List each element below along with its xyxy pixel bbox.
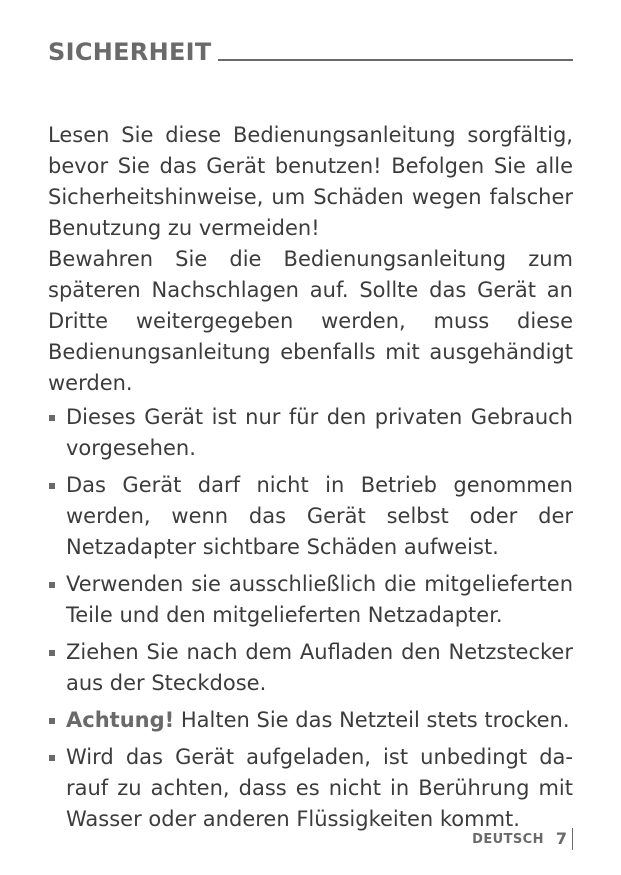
page-footer	[472, 828, 573, 850]
bullet-text: Dieses Gerät ist nur für den privaten Gebrauch vorgesehen.	[66, 405, 573, 460]
safety-text	[48, 120, 573, 835]
bullet-item	[48, 637, 573, 699]
bullet-text: Ziehen Sie nach dem Aufladen den Netzstecker aus der Steckdose.	[66, 640, 573, 695]
footer-language: DEUTSCH	[472, 831, 544, 847]
square-bullet-icon	[49, 718, 55, 724]
bullet-text: Das Gerät darf nicht in Betrieb genommen werden, wenn das Gerät selbst oder der Netzadapter sichtbare Schäden aufweist.	[66, 473, 573, 559]
page-number: 7	[556, 828, 573, 850]
intro-paragraph: Lesen Sie diese Bedienungsanleitung sorgfältig, bevor Sie das Gerät benutzen! Befolgen Sie alle Sicherheitshinweise, um Schäden wegen falscher Benutzung zu vermeiden!	[48, 123, 573, 240]
safety-bullet-list	[48, 402, 573, 835]
square-bullet-icon	[49, 755, 55, 761]
bullet-text: Verwenden sie ausschließlich die mitgelieferten Teile und den mitgelieferten Netzadapter.	[66, 572, 573, 627]
square-bullet-icon	[49, 483, 55, 489]
manual-page	[48, 30, 573, 835]
section-title-rule	[218, 59, 573, 61]
bullet-item	[48, 742, 573, 835]
bullet-text: Halten Sie das Netzteil stets trocken.	[174, 708, 570, 732]
bullet-item	[48, 569, 573, 631]
bullet-item	[48, 402, 573, 464]
section-title: SICHERHEIT	[48, 38, 212, 66]
bullet-text: Wird das Gerät aufgeladen, ist unbedingt darauf zu achten, dass es nicht in Berührung mit Wasser oder anderen Flüssigkeiten kommt.	[66, 745, 573, 831]
section-header	[48, 30, 573, 64]
square-bullet-icon	[49, 415, 55, 421]
warning-label: Achtung!	[66, 708, 175, 732]
bullet-item	[48, 705, 573, 736]
square-bullet-icon	[49, 650, 55, 656]
square-bullet-icon	[49, 582, 55, 588]
intro-paragraph: Bewahren Sie die Bedienungsanleitung zum späteren Nachschlagen auf. Sollte das Gerät an Dritte weitergegeben werden, muss diese Bedienungsanleitung ebenfalls mit ausgehändigt werden.	[48, 247, 573, 395]
bullet-item	[48, 470, 573, 563]
